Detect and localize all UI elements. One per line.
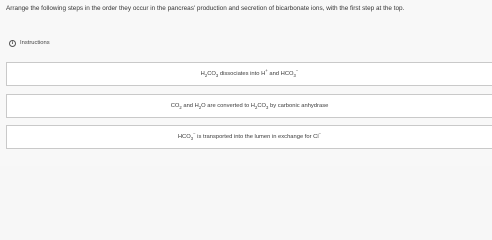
step-text-fragment: and H [181, 103, 199, 109]
step-item-2[interactable] [6, 94, 492, 118]
step-text-fragment: 3 [293, 73, 296, 79]
step-text-fragment: is transported into the lumen in exchange for Cl [195, 134, 319, 140]
step-text-fragment: − [295, 68, 299, 74]
step-text-fragment: 3 [266, 105, 269, 111]
step-text-fragment: 2 [198, 105, 202, 111]
step-text-fragment: CO [170, 103, 180, 109]
step-text-fragment: CO [257, 103, 267, 109]
step-text-fragment: 2 [254, 105, 258, 111]
step-text-fragment: 2 [204, 73, 208, 79]
instructions-toggle[interactable] [9, 37, 50, 49]
step-text-fragment: + [265, 68, 268, 74]
step-text-fragment: − [193, 131, 196, 137]
question-text: Arrange the following steps in the order they occur in the pancreas' production and secretion of bicarbonate ions, with the first step at the top. [6, 5, 405, 12]
step-text-fragment: and HCO [267, 71, 294, 77]
step-text [171, 103, 329, 109]
step-text-fragment: H [200, 71, 205, 77]
step-text-fragment: HCO [177, 134, 191, 140]
info-icon: i [9, 40, 16, 47]
step-text [200, 68, 299, 79]
step-text-fragment: O are converted to H [201, 103, 255, 109]
step-text-fragment: dissociates into H [218, 71, 266, 77]
step-item-1[interactable] [6, 62, 492, 86]
step-text-fragment: 3 [190, 136, 194, 142]
step-text [177, 131, 322, 142]
step-item-3[interactable] [6, 125, 492, 149]
step-text-fragment: by carbonic anhydrase [268, 103, 329, 109]
step-text-fragment: 3 [215, 73, 219, 79]
step-text-fragment: − [318, 131, 322, 137]
step-text-fragment: CO [207, 71, 216, 77]
instructions-label: Instructions [20, 40, 50, 46]
step-text-fragment: 2 [179, 105, 182, 111]
